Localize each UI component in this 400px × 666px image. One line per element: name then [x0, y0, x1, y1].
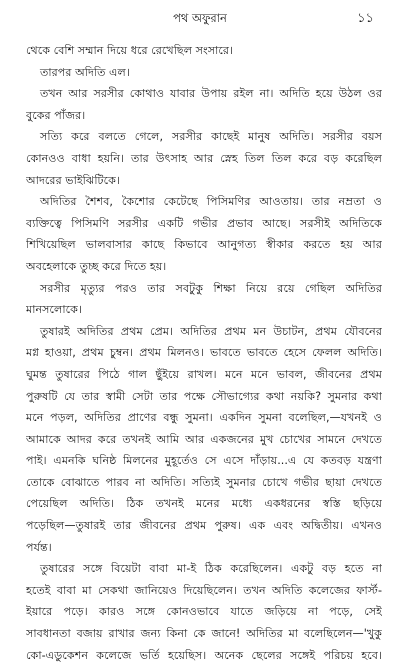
text-line: ইয়ারে পড়ে। কারও সঙ্গে কোনওভাবে যাতে জড়িয়ে না পড়ে, সেই: [26, 605, 382, 619]
text-line: অদিতির শৈশব, কৈশোর কেটেছে পিসিমণির আওতায়। তার নম্রতা ও: [40, 195, 382, 209]
text-line: তখন আর সরসীর কোথাও যাবার উপায় রইল না। অদিতি হয়ে উঠল ওর: [40, 87, 382, 101]
text-line: তুষারের সঙ্গে বিয়েটা বাবা মা-ই ঠিক করেছিলেন। একটু বড় হতে না: [40, 562, 382, 576]
running-header-title: পথ অফুরান: [173, 11, 227, 25]
text-line: থেকে বেশি সম্মান দিয়ে ধরে রেখেছিল সংসারে।: [26, 44, 234, 57]
text-line: আমাকে আদর করে তখনই আমি আর একজনের মুখ চোখের সামনে দেখতে: [26, 432, 382, 446]
text-line: মগ্ন হাওয়া, প্রথম চুম্বন। প্রথম মিলনও। ভাবতে ভাবতে হেসে ফেলল অদিতি।: [26, 346, 382, 360]
text-line: সত্যি করে বলতে গেলে, সরসীর কাছেই মানুষ অদিতি। সরসীর বয়স: [40, 130, 382, 144]
text-line: বুকের পাঁজর।: [26, 108, 86, 122]
text-line: তারপর অদিতি এল।: [40, 65, 130, 79]
text-line: মনে পড়ল, অদিতির প্রাণের বন্ধু সুমনা। একদিন সুমনা বলেছিল,—যখনই ও: [26, 411, 382, 425]
text-line: পর্যন্ত।: [26, 540, 52, 554]
text-line: ঘুমন্ত তুষারের পিঠে গাল ছুঁইয়ে রাখল। মনে মনে ভাবল, জীবনের প্রথম: [26, 367, 382, 381]
text-line: মানসলোকে।: [26, 303, 82, 317]
text-line: কোনওও বাধা হয়নি। তার উৎসাহ আর স্নেহ তিল তিল করে বড় করেছিল: [26, 151, 382, 165]
body-text: [26, 40, 382, 666]
text-line: কো-এডুকেশন কলেজে ভর্তি হয়েছিস। অনেক ছেলের সঙ্গেই পরিচয় হবে।: [26, 648, 382, 662]
text-line: সাবধানতা বজায় রাখার জন্য কিনা কে জানে! অদিতির মা বলেছিলেন—'খুকু: [26, 627, 382, 641]
text-line: তোকে বোঝাতে পারব না অদিতি। সত্যিই সুমনার চোখে গভীর ছায়া দেখতে: [26, 475, 382, 489]
text-line: হতেই বাবা মা সেকথা জানিয়েও দিয়েছিলেন। তখন অদিতি কলেজের ফার্স্ট-: [26, 583, 382, 597]
text-line: আদরের ভাইঝিটিকে।: [26, 173, 120, 187]
text-line: তুষারই অদিতির প্রথম প্রেম। অদিতির প্রথম মন উচাটন, প্রথম যৌবনের: [40, 324, 382, 338]
text-line: পেয়েছিল অদিতি। ঠিক তখনই মনের মধ্যে একধরনের স্বস্তি ছড়িয়ে: [26, 497, 382, 511]
page-number: ১১: [357, 11, 374, 26]
text-line: অবহেলাকে তুচ্ছ করে দিতে হয়।: [26, 259, 167, 273]
text-line: পড়েছিল—তুষারই তার জীবনের প্রথম পুরুষ। এক এবং অদ্বিতীয়। এখনও: [26, 519, 382, 533]
text-line: সরসীর মৃত্যুর পরও তার সবটুকু শিক্ষা নিয়ে রয়ে গেছিল অদিতির: [40, 281, 382, 295]
text-line: শিখিয়েছিল ভালবাসার কাছে কিভাবে আনুগত্য স্বীকার করতে হয় আর: [26, 238, 382, 252]
text-line: পুরুষটি যে তার স্বামী সেটা তার পক্ষে সৌভাগ্যের কথা নয়কি? সুমনার কথা: [26, 389, 382, 403]
text-line: পাই। এমনকি ঘনিষ্ঠ মিলনের মুহূর্তেও সে এসে দাঁড়ায়...এ যে কতবড় যন্ত্রণা: [26, 454, 382, 468]
text-line: ব্যক্তিত্বে পিসিমণি সরসীর একটি গভীর প্রভাব আছে। সরসীই অদিতিকে: [26, 216, 382, 230]
